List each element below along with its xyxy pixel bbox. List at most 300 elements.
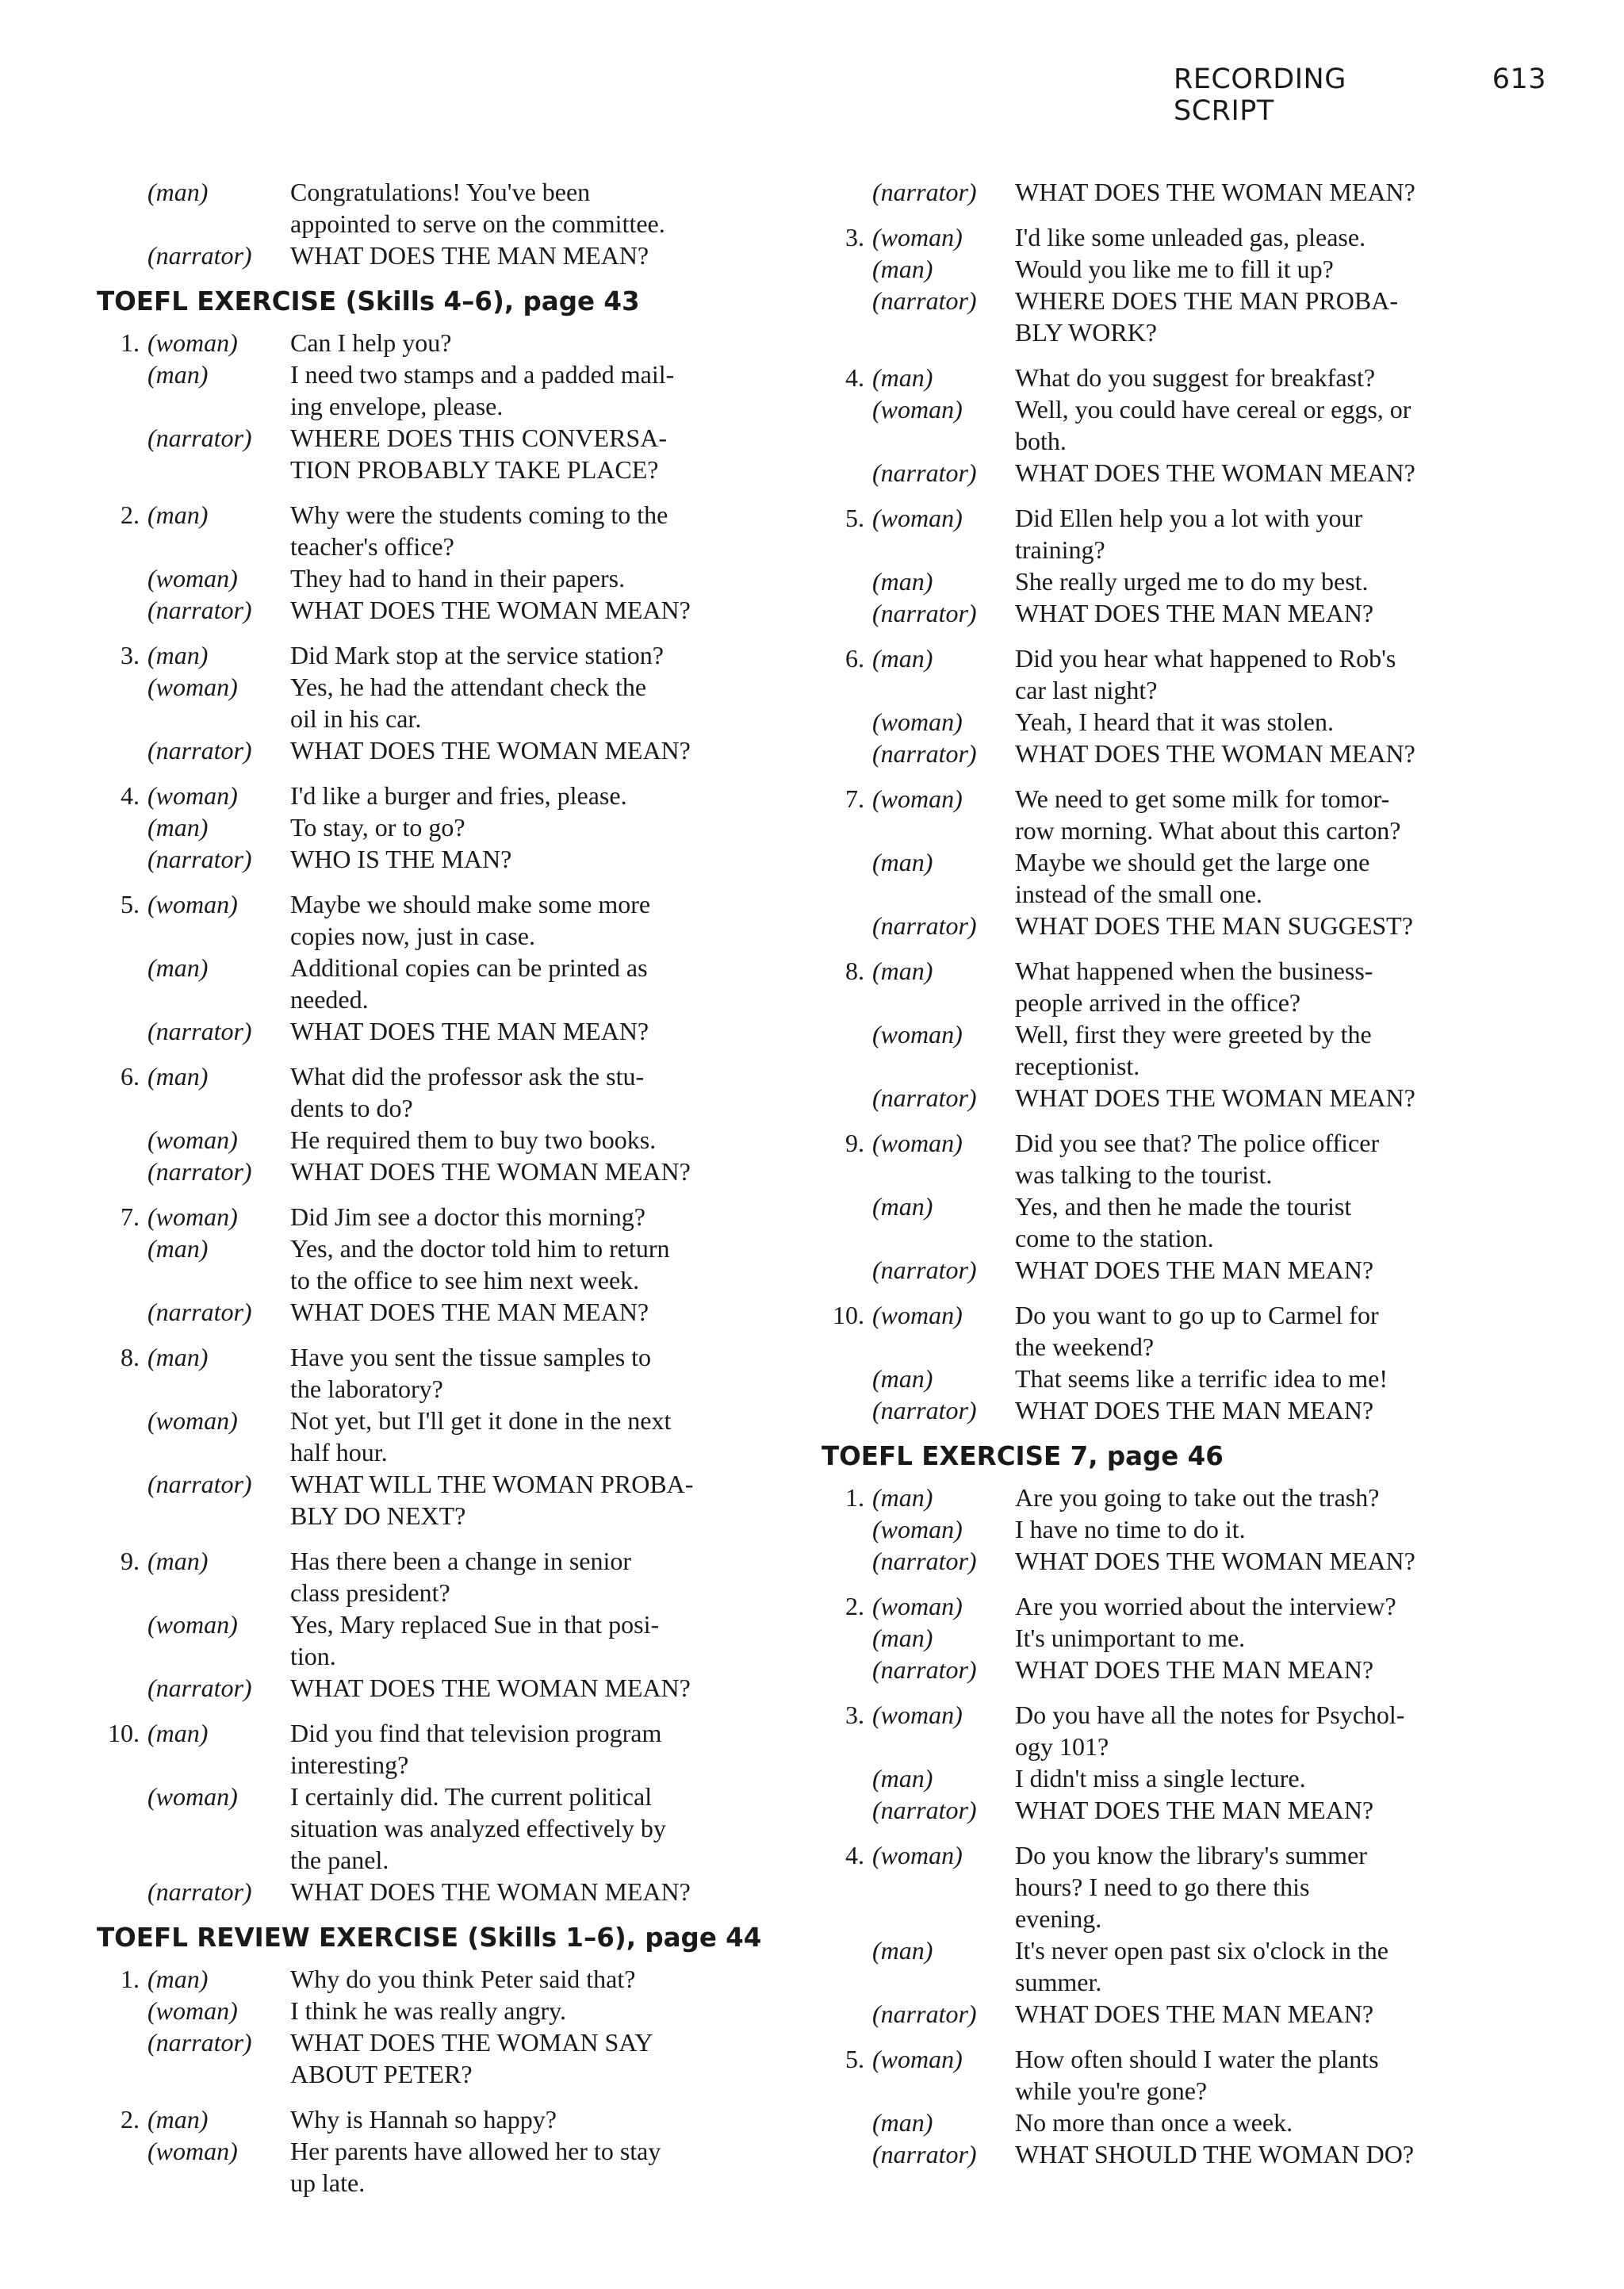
dialogue-text: WHAT DOES THE MAN MEAN? xyxy=(1015,1655,1374,1684)
item-spacer xyxy=(97,1047,743,1060)
item-number xyxy=(97,1876,140,1908)
dialogue-text: WHAT DOES THE WOMAN SAY xyxy=(290,2028,653,2057)
dialogue-text: WHAT DOES THE MAN MEAN? xyxy=(290,1017,649,1045)
item-number xyxy=(822,1394,864,1426)
script-line xyxy=(822,1622,1468,1654)
item-number xyxy=(822,738,864,769)
script-line xyxy=(97,1015,743,1047)
speaker-label: (man) xyxy=(147,1062,209,1091)
script-line xyxy=(97,1405,743,1436)
item-number xyxy=(822,2075,864,2107)
item-number xyxy=(97,1995,140,2026)
script-line xyxy=(822,815,1468,846)
script-line xyxy=(97,1468,743,1500)
item-number xyxy=(822,285,864,316)
item-spacer xyxy=(822,1685,1468,1699)
speaker-label: (narrator) xyxy=(872,1547,977,1575)
item-number xyxy=(822,1363,864,1394)
speaker-label: (woman) xyxy=(872,707,963,736)
script-line xyxy=(97,703,743,734)
item-number xyxy=(97,983,140,1015)
script-line xyxy=(97,240,743,271)
script-line xyxy=(822,642,1468,674)
script-line xyxy=(97,1060,743,1092)
dialogue-text: the panel. xyxy=(290,1846,389,1874)
script-line xyxy=(822,1762,1468,1794)
dialogue-text: Did Ellen help you a lot with your xyxy=(1015,504,1363,532)
speaker-label: (woman) xyxy=(872,2045,963,2073)
dialogue-text: I think he was really angry. xyxy=(290,1996,567,2025)
speaker-label xyxy=(140,1264,290,1296)
script-line xyxy=(97,2026,743,2058)
dialogue-text: ogy 101? xyxy=(1015,1732,1109,1761)
script-line xyxy=(97,639,743,671)
speaker-label: (woman) xyxy=(872,1592,963,1620)
item-number: 3. xyxy=(845,223,864,251)
dialogue-text: copies now, just in case. xyxy=(290,922,535,950)
speaker-label: (woman) xyxy=(147,781,238,810)
item-number: 3. xyxy=(845,1700,864,1729)
script-line xyxy=(822,253,1468,285)
speaker-label xyxy=(140,1577,290,1608)
dialogue-text: Can I help you? xyxy=(290,328,452,357)
dialogue-text: training? xyxy=(1015,535,1105,564)
dialogue-text: TION PROBABLY TAKE PLACE? xyxy=(290,455,659,484)
dialogue-text: WHAT DOES THE MAN MEAN? xyxy=(1015,2000,1374,2028)
item-number xyxy=(822,674,864,706)
speaker-label: (woman) xyxy=(872,504,963,532)
speaker-label: (woman) xyxy=(147,1202,238,1231)
dialogue-text: Additional copies can be printed as xyxy=(290,953,648,982)
speaker-label: (man) xyxy=(872,957,933,985)
script-line xyxy=(822,1482,1468,1513)
dialogue-text: Have you sent the tissue samples to xyxy=(290,1343,652,1371)
dialogue-text: I need two stamps and a padded mail- xyxy=(290,360,675,389)
item-number xyxy=(822,425,864,457)
item-number xyxy=(822,1545,864,1577)
script-line xyxy=(822,2043,1468,2075)
script-line xyxy=(822,1699,1468,1731)
dialogue-text: WHAT DOES THE WOMAN MEAN? xyxy=(1015,458,1415,487)
dialogue-text: WHO IS THE MAN? xyxy=(290,845,512,873)
dialogue-text: people arrived in the office? xyxy=(1015,988,1301,1017)
item-spacer xyxy=(822,629,1468,642)
item-spacer xyxy=(97,766,743,780)
item-number xyxy=(97,1296,140,1328)
item-number: 7. xyxy=(121,1202,140,1231)
speaker-label: (woman) xyxy=(147,328,238,357)
item-number xyxy=(822,176,864,208)
item-number: 1. xyxy=(121,1965,140,1993)
speaker-label: (man) xyxy=(872,363,933,392)
speaker-label: (woman) xyxy=(872,784,963,813)
script-line xyxy=(822,1254,1468,1286)
script-line xyxy=(822,1654,1468,1685)
item-spacer xyxy=(822,348,1468,362)
script-line xyxy=(97,1876,743,1908)
speaker-label: (man) xyxy=(872,567,933,596)
script-line xyxy=(97,920,743,952)
item-number xyxy=(97,594,140,626)
item-number xyxy=(97,1672,140,1704)
speaker-label: (man) xyxy=(147,2105,209,2134)
item-number xyxy=(822,1998,864,2030)
script-line xyxy=(97,358,743,390)
dialogue-text: row morning. What about this carton? xyxy=(1015,816,1401,845)
script-line xyxy=(97,1608,743,1640)
speaker-label: (man) xyxy=(872,2108,933,2137)
page-number: 613 xyxy=(1492,63,1546,95)
item-number xyxy=(822,846,864,878)
speaker-label xyxy=(864,1331,1015,1363)
item-number xyxy=(97,2167,140,2199)
script-line xyxy=(822,1839,1468,1871)
speaker-label: (narrator) xyxy=(872,1655,977,1684)
section-heading: TOEFL EXERCISE 7, page 46 xyxy=(822,1441,1224,1471)
dialogue-text: WHAT DOES THE WOMAN MEAN? xyxy=(1015,739,1415,768)
item-number xyxy=(97,703,140,734)
item-number xyxy=(97,1233,140,1264)
speaker-label: (woman) xyxy=(147,1125,238,1154)
script-line xyxy=(97,594,743,626)
speaker-label: (narrator) xyxy=(147,2028,252,2057)
speaker-label xyxy=(864,1159,1015,1191)
item-number xyxy=(822,878,864,910)
speaker-label: (woman) xyxy=(872,1301,963,1329)
dialogue-text: Why do you think Peter said that? xyxy=(290,1965,636,1993)
dialogue-text: Well, you could have cereal or eggs, or xyxy=(1015,395,1411,424)
script-line xyxy=(97,2058,743,2090)
speaker-label: (narrator) xyxy=(147,1157,252,1186)
script-line xyxy=(97,1500,743,1532)
script-line xyxy=(822,2075,1468,2107)
dialogue-text: while you're gone? xyxy=(1015,2076,1208,2105)
speaker-label xyxy=(140,1844,290,1876)
speaker-label: (woman) xyxy=(147,1996,238,2025)
speaker-label: (narrator) xyxy=(872,2000,977,2028)
dialogue-text: instead of the small one. xyxy=(1015,880,1262,908)
speaker-label: (narrator) xyxy=(147,1470,252,1498)
dialogue-text: BLY WORK? xyxy=(1015,318,1157,347)
script-line xyxy=(97,562,743,594)
script-line xyxy=(822,534,1468,566)
dialogue-text: Did Jim see a doctor this morning? xyxy=(290,1202,645,1231)
dialogue-text: dents to do? xyxy=(290,1094,413,1122)
speaker-label: (woman) xyxy=(872,223,963,251)
script-line xyxy=(97,1963,743,1995)
script-line xyxy=(97,176,743,208)
dialogue-text: situation was analyzed effectively by xyxy=(290,1814,666,1842)
item-number xyxy=(97,2135,140,2167)
item-number: 1. xyxy=(845,1483,864,1512)
item-spacer xyxy=(822,941,1468,955)
item-number: 2. xyxy=(121,2105,140,2134)
item-number xyxy=(822,987,864,1018)
speaker-label xyxy=(864,1966,1015,1998)
script-line xyxy=(97,1995,743,2026)
script-line xyxy=(822,1050,1468,1082)
item-number xyxy=(822,1934,864,1966)
right-column xyxy=(822,176,1468,2170)
dialogue-text: Did you hear what happened to Rob's xyxy=(1015,644,1396,673)
item-spacer xyxy=(822,1577,1468,1590)
item-spacer xyxy=(97,1704,743,1717)
item-spacer xyxy=(97,1187,743,1201)
speaker-label: (man) xyxy=(872,1483,933,1512)
speaker-label: (woman) xyxy=(147,2137,238,2165)
script-line xyxy=(822,1394,1468,1426)
item-number xyxy=(97,2026,140,2058)
dialogue-text: interesting? xyxy=(290,1750,409,1779)
speaker-label xyxy=(140,1373,290,1405)
script-line xyxy=(822,1363,1468,1394)
item-number xyxy=(822,393,864,425)
script-line xyxy=(97,208,743,240)
dialogue-text: WHAT DOES THE MAN MEAN? xyxy=(1015,599,1374,627)
speaker-label xyxy=(864,1871,1015,1903)
section-heading: TOEFL REVIEW EXERCISE (Skills 1–6), page 44 xyxy=(97,1923,762,1953)
speaker-label xyxy=(864,1731,1015,1762)
script-line xyxy=(822,1191,1468,1222)
item-number xyxy=(97,1436,140,1468)
item-number xyxy=(822,1082,864,1114)
item-number xyxy=(97,562,140,594)
script-line xyxy=(97,811,743,843)
item-number xyxy=(822,1794,864,1826)
speaker-label: (man) xyxy=(872,1624,933,1652)
speaker-label xyxy=(864,2075,1015,2107)
dialogue-text: Did you see that? The police officer xyxy=(1015,1129,1380,1157)
item-number xyxy=(822,1903,864,1934)
speaker-label: (woman) xyxy=(147,1406,238,1435)
speaker-label xyxy=(140,983,290,1015)
script-line xyxy=(822,597,1468,629)
item-number xyxy=(97,1092,140,1124)
dialogue-text: WHAT DOES THE MAN SUGGEST? xyxy=(1015,911,1413,940)
speaker-label xyxy=(140,920,290,952)
dialogue-text: Congratulations! You've been xyxy=(290,178,591,206)
speaker-label: (man) xyxy=(872,1764,933,1792)
dialogue-text: ing envelope, please. xyxy=(290,392,504,420)
dialogue-text: both. xyxy=(1015,427,1067,455)
item-number xyxy=(97,422,140,454)
speaker-label xyxy=(140,454,290,485)
item-number xyxy=(822,1731,864,1762)
speaker-label: (narrator) xyxy=(147,1298,252,1326)
speaker-label: (narrator) xyxy=(147,1877,252,1906)
speaker-label: (woman) xyxy=(147,564,238,592)
item-number xyxy=(97,208,140,240)
script-line xyxy=(822,1299,1468,1331)
speaker-label: (man) xyxy=(147,641,209,669)
script-line xyxy=(97,1640,743,1672)
script-line xyxy=(97,1717,743,1749)
item-number xyxy=(822,1018,864,1050)
dialogue-text: class president? xyxy=(290,1578,450,1607)
dialogue-text: summer. xyxy=(1015,1968,1102,1996)
item-number xyxy=(97,1781,140,1812)
item-number: 4. xyxy=(121,781,140,810)
dialogue-text: Yeah, I heard that it was stolen. xyxy=(1015,707,1334,736)
item-number xyxy=(822,2107,864,2138)
speaker-label: (man) xyxy=(147,1343,209,1371)
speaker-label xyxy=(140,1500,290,1532)
item-number xyxy=(822,910,864,941)
item-number xyxy=(97,811,140,843)
speaker-label xyxy=(140,703,290,734)
dialogue-text: I have no time to do it. xyxy=(1015,1515,1246,1543)
script-line xyxy=(97,1264,743,1296)
speaker-label: (man) xyxy=(147,953,209,982)
dialogue-text: WHAT DOES THE WOMAN MEAN? xyxy=(290,1157,691,1186)
item-number: 5. xyxy=(845,504,864,532)
dialogue-text: teacher's office? xyxy=(290,532,454,561)
dialogue-text: Did you find that television program xyxy=(290,1719,662,1747)
speaker-label: (woman) xyxy=(872,1841,963,1869)
speaker-label xyxy=(140,2058,290,2090)
script-line xyxy=(822,1934,1468,1966)
dialogue-text: up late. xyxy=(290,2168,366,2197)
script-line xyxy=(822,502,1468,534)
item-spacer xyxy=(822,1286,1468,1299)
script-line xyxy=(97,1844,743,1876)
speaker-label: (narrator) xyxy=(872,739,977,768)
speaker-label: (narrator) xyxy=(147,241,252,270)
speaker-label: (man) xyxy=(872,255,933,283)
dialogue-text: to the office to see him next week. xyxy=(290,1266,640,1294)
dialogue-text: We need to get some milk for tomor- xyxy=(1015,784,1390,813)
item-number: 10. xyxy=(833,1301,864,1329)
speaker-label: (narrator) xyxy=(872,178,977,206)
speaker-label: (man) xyxy=(147,1719,209,1747)
dialogue-text: They had to hand in their papers. xyxy=(290,564,626,592)
speaker-label: (narrator) xyxy=(147,424,252,452)
speaker-label: (man) xyxy=(147,178,209,206)
script-line xyxy=(97,454,743,485)
script-line xyxy=(97,1124,743,1156)
item-spacer xyxy=(822,489,1468,502)
dialogue-text: Why is Hannah so happy? xyxy=(290,2105,557,2134)
speaker-label: (narrator) xyxy=(147,736,252,765)
script-line xyxy=(97,1781,743,1812)
item-number: 4. xyxy=(845,363,864,392)
script-line xyxy=(97,1201,743,1233)
item-number xyxy=(822,815,864,846)
item-number xyxy=(97,2058,140,2090)
script-line xyxy=(822,1018,1468,1050)
speaker-label xyxy=(864,674,1015,706)
speaker-label: (woman) xyxy=(872,1515,963,1543)
script-line xyxy=(822,706,1468,738)
script-line xyxy=(822,783,1468,815)
dialogue-text: Are you worried about the interview? xyxy=(1015,1592,1396,1620)
item-number xyxy=(97,1124,140,1156)
script-line xyxy=(97,2167,743,2199)
script-line xyxy=(97,1749,743,1781)
item-number: 2. xyxy=(845,1592,864,1620)
script-line xyxy=(822,221,1468,253)
dialogue-text: Why were the students coming to the xyxy=(290,500,668,529)
script-line xyxy=(822,393,1468,425)
item-number xyxy=(822,1050,864,1082)
speaker-label: (man) xyxy=(147,360,209,389)
dialogue-text: Do you want to go up to Carmel for xyxy=(1015,1301,1379,1329)
script-line xyxy=(97,1373,743,1405)
script-line xyxy=(97,531,743,562)
item-number xyxy=(822,316,864,348)
item-number: 8. xyxy=(845,957,864,985)
speaker-label: (woman) xyxy=(872,1700,963,1729)
item-number xyxy=(822,566,864,597)
item-spacer xyxy=(822,769,1468,783)
item-number: 6. xyxy=(845,644,864,673)
item-number xyxy=(97,1264,140,1296)
item-spacer xyxy=(97,875,743,888)
speaker-label xyxy=(864,1222,1015,1254)
speaker-label xyxy=(864,878,1015,910)
item-number xyxy=(97,671,140,703)
script-line xyxy=(822,1127,1468,1159)
speaker-label xyxy=(864,815,1015,846)
speaker-label xyxy=(864,1903,1015,1934)
script-line xyxy=(822,674,1468,706)
item-number xyxy=(822,1191,864,1222)
item-spacer xyxy=(822,1826,1468,1839)
dialogue-text: WHAT DOES THE WOMAN MEAN? xyxy=(290,1877,691,1906)
dialogue-text: Do you have all the notes for Psychol- xyxy=(1015,1700,1405,1729)
dialogue-text: WHERE DOES THIS CONVERSA- xyxy=(290,424,667,452)
item-number xyxy=(822,1222,864,1254)
script-line xyxy=(97,1341,743,1373)
item-number xyxy=(822,534,864,566)
script-line xyxy=(822,362,1468,393)
speaker-label: (man) xyxy=(872,848,933,876)
script-line xyxy=(97,1092,743,1124)
item-spacer xyxy=(97,1328,743,1341)
item-number xyxy=(822,597,864,629)
speaker-label: (narrator) xyxy=(872,1796,977,1824)
speaker-label: (narrator) xyxy=(872,1256,977,1284)
script-line xyxy=(822,425,1468,457)
item-number xyxy=(97,1608,140,1640)
item-spacer xyxy=(97,485,743,499)
script-line xyxy=(822,1590,1468,1622)
item-number xyxy=(822,1159,864,1191)
script-line xyxy=(822,1998,1468,2030)
item-number xyxy=(97,1500,140,1532)
script-line xyxy=(822,1871,1468,1903)
dialogue-text: Yes, and then he made the tourist xyxy=(1015,1192,1352,1221)
speaker-label: (narrator) xyxy=(147,845,252,873)
item-number: 7. xyxy=(845,784,864,813)
dialogue-text: BLY DO NEXT? xyxy=(290,1501,466,1530)
item-number xyxy=(97,734,140,766)
speaker-label xyxy=(140,1436,290,1468)
script-line xyxy=(822,2107,1468,2138)
speaker-label: (woman) xyxy=(872,395,963,424)
dialogue-text: Yes, he had the attendant check the xyxy=(290,673,647,701)
script-line xyxy=(822,1159,1468,1191)
speaker-label xyxy=(140,1812,290,1844)
dialogue-text: receptionist. xyxy=(1015,1052,1140,1080)
speaker-label xyxy=(140,1092,290,1124)
speaker-label: (man) xyxy=(147,500,209,529)
script-line xyxy=(97,1577,743,1608)
dialogue-text: No more than once a week. xyxy=(1015,2108,1293,2137)
speaker-label: (man) xyxy=(147,1547,209,1575)
script-line xyxy=(97,1545,743,1577)
speaker-label: (man) xyxy=(147,1234,209,1263)
